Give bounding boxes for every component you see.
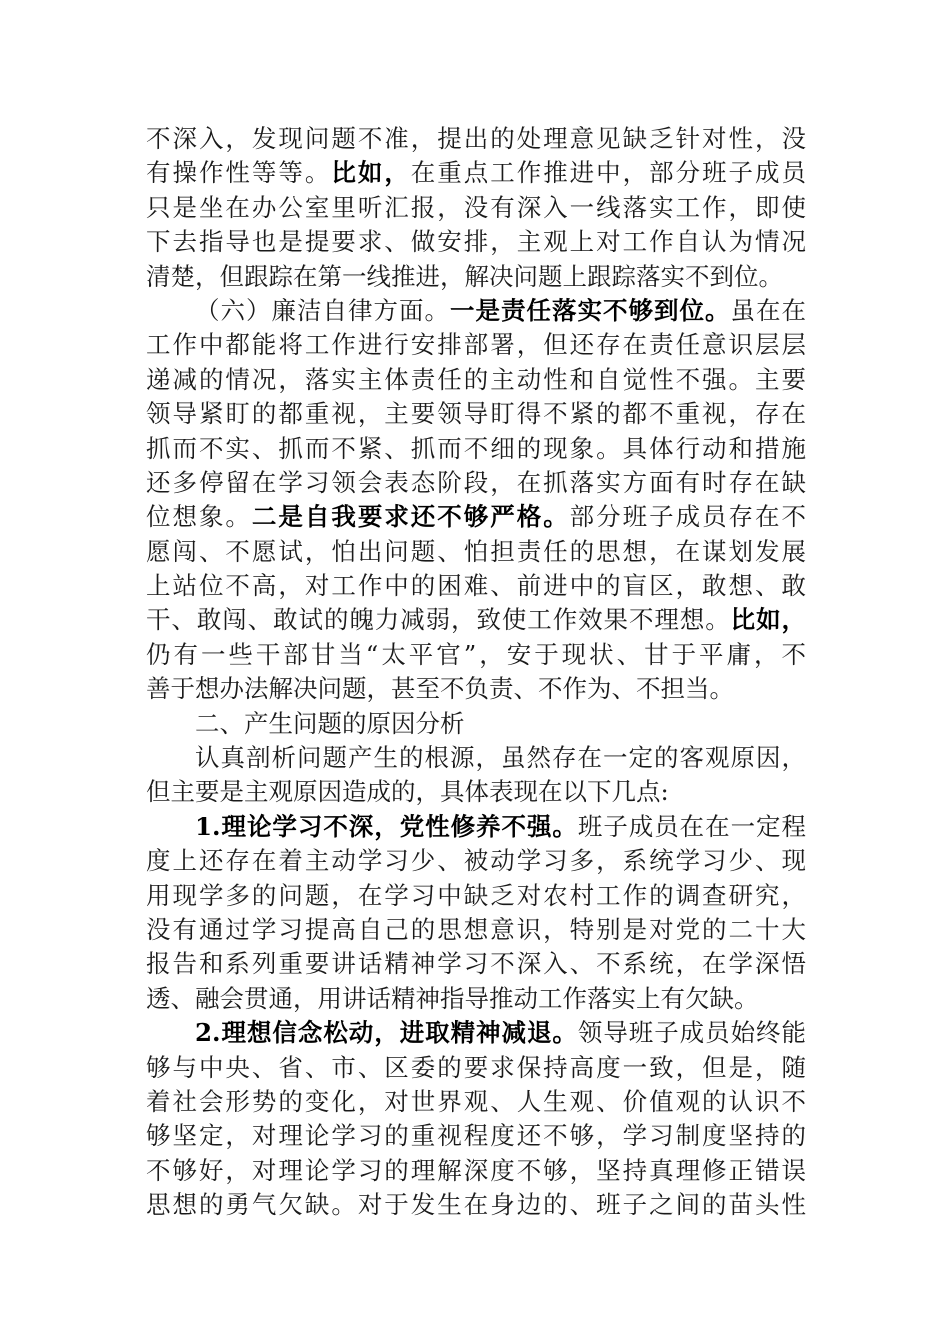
text-segment: 清楚，但跟踪在第一线推进，解决问题上跟踪落实不到位。: [146, 261, 783, 291]
bold-text: 1.理论学习不深，党性修养不强。: [195, 811, 578, 841]
text-segment: 抓而不实、抓而不紧、抓而不细的现象。具体行动和措施: [146, 433, 806, 463]
text-line: [146, 947, 806, 981]
text-line: [146, 156, 806, 190]
section-heading: [146, 707, 806, 741]
bold-text: 一是责任落实不够到位。: [450, 295, 731, 325]
text-line: [146, 1119, 806, 1153]
text-segment: 够与中央、省、市、区委的要求保持高度一致，但是，随: [146, 1052, 806, 1082]
text-line: [146, 844, 806, 878]
text-line: [146, 225, 806, 259]
text-segment: （六）廉洁自律方面。: [195, 295, 450, 325]
text-segment: 思想的勇气欠缺。对于发生在身边的、班子之间的苗头性: [146, 1190, 806, 1220]
text-line: [146, 879, 806, 913]
text-segment: 干、敢闯、敢试的魄力减弱，致使工作效果不理想。: [146, 605, 731, 635]
text-segment: 不深入，发现问题不准，提出的处理意见缺乏针对性，没: [146, 124, 806, 153]
text-segment: 够坚定，对理论学习的重视程度还不够，学习制度坚持的: [146, 1121, 806, 1151]
text-segment: 还多停留在学习领会表态阶段，在抓落实方面有时存在缺: [146, 467, 806, 497]
text-line: [146, 741, 806, 775]
bold-text: 2.理想信念松动，进取精神减退。: [195, 1018, 578, 1048]
text-line: [146, 603, 806, 637]
text-segment: 只是坐在办公室里听汇报，没有深入一线落实工作，即使: [146, 192, 806, 222]
document-body: [146, 122, 806, 1223]
text-line: [146, 1085, 806, 1119]
text-line: [146, 638, 806, 672]
text-line: [146, 500, 806, 534]
text-line: [146, 328, 806, 362]
text-line: [146, 1051, 806, 1085]
text-segment: 上站位不高，对工作中的困难、前进中的盲区，敢想、敢: [146, 571, 806, 601]
text-segment: 不够好，对理论学习的理解深度不够，坚持真理修正错误: [146, 1155, 806, 1185]
text-segment: 领导班子成员始终能: [577, 1018, 806, 1048]
text-line: [146, 363, 806, 397]
text-segment: 领导紧盯的都重视，主要领导盯得不紧的都不重视，存在: [146, 399, 806, 429]
text-segment: 透、融会贯通，用讲话精神指导推动工作落实上有欠缺。: [146, 983, 759, 1013]
text-line: [146, 810, 806, 844]
text-line: [146, 569, 806, 603]
text-line: [146, 260, 806, 294]
text-line: [146, 1154, 806, 1188]
text-segment: 位想象。: [146, 502, 252, 532]
text-segment: 二、产生问题的原因分析: [195, 708, 465, 738]
text-segment: 有操作性等等。: [146, 158, 332, 188]
text-line: [146, 913, 806, 947]
text-line: [146, 982, 806, 1016]
text-segment: 仍有一些干部甘当“太平官”，安于现状、甘于平庸，不: [146, 639, 806, 669]
text-segment: 报告和系列重要讲话精神学习不深入、不系统，在学深悟: [146, 949, 806, 979]
text-segment: 在重点工作推进中，部分班子成员: [410, 158, 807, 188]
text-segment: 度上还存在着主动学习少、被动学习多，系统学习少、现: [146, 846, 806, 876]
text-line: [146, 432, 806, 466]
text-segment: 递减的情况，落实主体责任的主动性和自觉性不强。主要: [146, 364, 806, 394]
bold-text: 比如，: [331, 158, 411, 188]
text-segment: 下去指导也是提要求、做安排，主观上对工作自认为情况: [146, 227, 806, 257]
bold-text: 二是自我要求还不够严格。: [251, 502, 570, 532]
text-line: [146, 294, 806, 328]
text-line: [146, 397, 806, 431]
bold-text: 比如，: [730, 605, 807, 635]
text-segment: 愿闯、不愿试，怕出问题、怕担责任的思想，在谋划发展: [146, 536, 806, 566]
text-segment: 部分班子成员存在不: [569, 502, 807, 532]
text-segment: 工作中都能将工作进行安排部署，但还存在责任意识层层: [146, 330, 806, 360]
text-line: [146, 1188, 806, 1222]
text-line: [146, 191, 806, 225]
text-line: [146, 672, 806, 706]
text-segment: 但主要是主观原因造成的，具体表现在以下几点:: [146, 777, 669, 807]
text-segment: 着社会形势的变化，对世界观、人生观、价值观的认识不: [146, 1086, 806, 1116]
text-line: [146, 775, 806, 809]
text-segment: 认真剖析问题产生的根源，虽然存在一定的客观原因，: [195, 743, 806, 773]
text-line: [146, 1016, 806, 1050]
text-line: [146, 466, 806, 500]
text-segment: 班子成员在在一定程: [577, 811, 806, 841]
text-segment: 没有通过学习提高自己的思想意识，特别是对党的二十大: [146, 914, 806, 944]
text-line: [146, 535, 806, 569]
text-segment: 用现学多的问题，在学习中缺乏对农村工作的调查研究，: [146, 880, 806, 910]
text-line: [146, 122, 806, 156]
text-segment: 善于想办法解决问题，甚至不负责、不作为、不担当。: [146, 674, 734, 704]
text-segment: 虽在在: [730, 295, 806, 325]
